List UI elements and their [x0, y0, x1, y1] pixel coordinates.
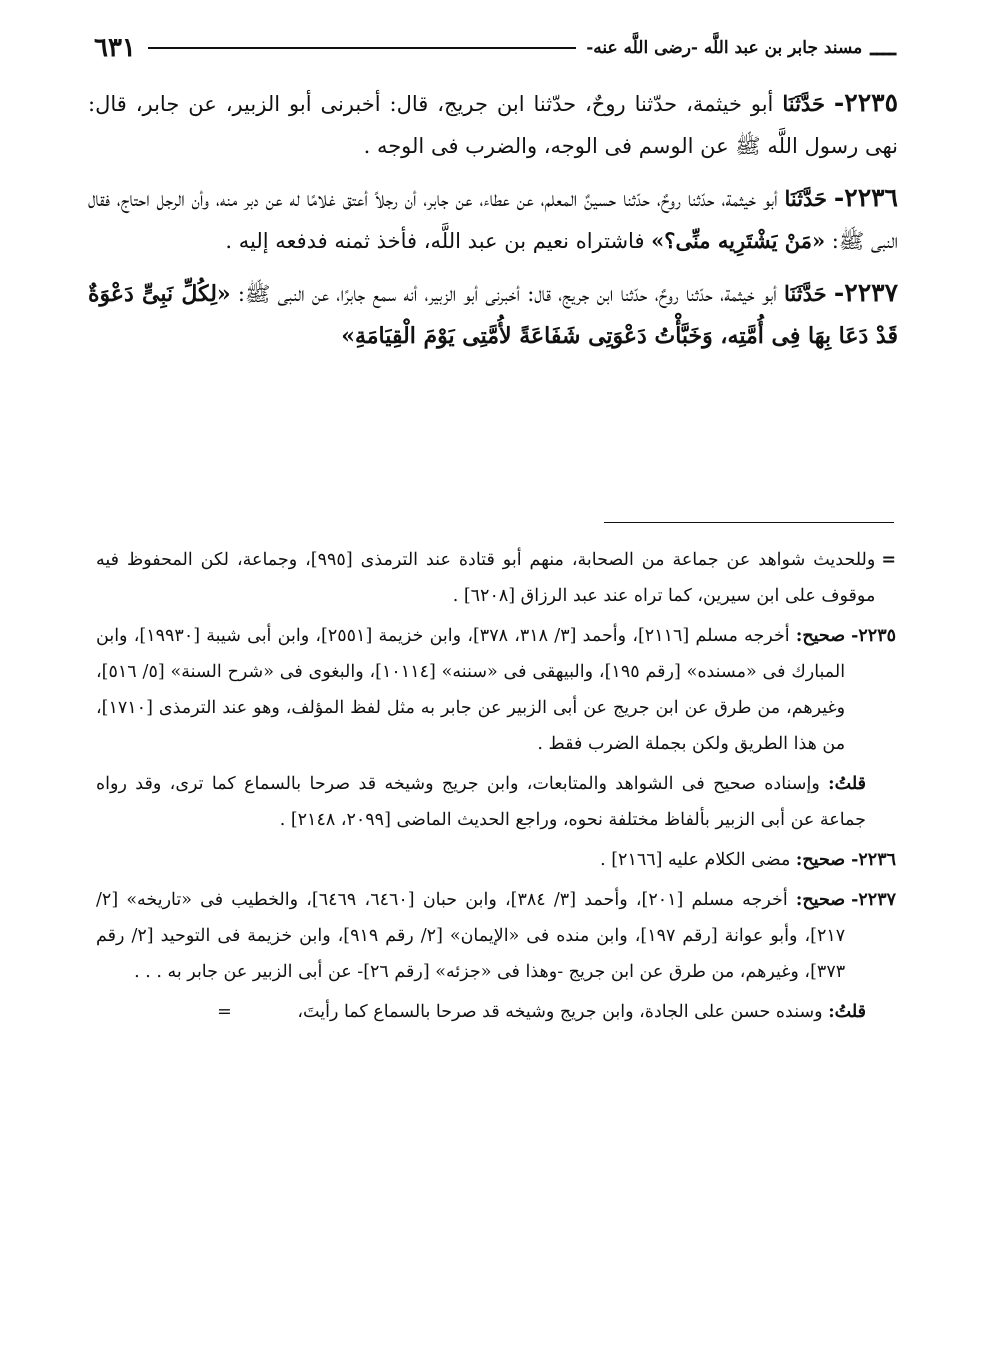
main-text	[88, 82, 898, 367]
footnote-2236	[96, 842, 896, 878]
hadith-2235	[88, 82, 898, 167]
note-text: وسنده حسن على الجادة، وابن جريج وشيخه قد صرحا بالسماع كما رأيتَ،	[297, 1002, 823, 1022]
page-header	[88, 28, 896, 68]
grade-label: صحيح:	[795, 626, 846, 646]
footnote-text: وللحديث شواهد عن جماعة من الصحابة، منهم أبو قتادة عند الترمذى [٩٩٥]، وجماعة، لكن المحفوظ فيه موقوف على ابن سيرين، كما تراه عند عبد الرزاق [٦٢٠٨] .	[96, 550, 876, 606]
header-dash: ــــ	[870, 35, 896, 61]
note-text: وإسناده صحيح فى الشواهد والمتابعات، وابن جريج وشيخه قد صرحا بالسماع كما ترى، وقد رواه جماعة عن أبى الزبير بألفاظ مختلفة نحوه، وراجع الحديث الماضى [٢٠٩٩، ٢١٤٨] .	[96, 774, 866, 830]
footnote-2237-note	[96, 994, 896, 1030]
note-label: قلتُ:	[828, 774, 866, 794]
hadith-text: أبو خيثمة، حدّثنا روحٌ، حدّثنا ابن جريج، قال: أخبرنى أبو الزبير، أنه سمع جابرًا، عن النبى ﷺ:	[230, 282, 777, 306]
hadith-text: أبو خيثمة، حدّثنا روحٌ، حدّثنا حسينٌ المعلم، عن عطاء، عن جابر، أن رجلاً أعتق غلامًا له عن دبر منه، وأن الرجل احتاج، فقال النبى ﷺ:	[88, 187, 898, 253]
hadith-opening: حَدَّثَنَا	[784, 186, 828, 211]
hadith-text: أبو خيثمة، حدّثنا روحٌ، حدّثنا ابن جريج، قال: أخبرنى أبو الزبير، عن جابر، قال: نهى رسول اللَّه ﷺ عن الوسم فى الوجه، والضرب فى الوجه .	[88, 92, 898, 158]
footnote-number: ٢٢٣٥-	[851, 626, 896, 646]
running-title: مسند جابر بن عبد اللَّه -رضى اللَّه عنه-	[586, 38, 863, 58]
footnotes	[96, 542, 896, 1034]
header-rule	[148, 47, 576, 49]
hadith-2236	[88, 177, 898, 262]
footnote-text: أخرجه مسلم [٢١١٦]، وأحمد [٣/ ٣١٨، ٣٧٨]، وابن خزيمة [٢٥٥١]، وابن أبى شيبة [١٩٩٣٠]، وابن المبارك فى «مسنده» [رقم ١٩٥]، والبيهقى فى «سننه» [١٠١١٤]، والبغوى فى «شرح السنة» [٥/ ٥١٦]، وغيرهم، من طرق عن ابن جريج عن أبى الزبير عن جابر به مثل لفظ المؤلف، وهو عند الترمذى [١٧١٠]، من هذا الطريق ولكن بجملة الضرب فقط .	[96, 626, 846, 754]
hadith-number: ٢٢٣٦-	[833, 183, 898, 212]
hadith-number: ٢٢٣٥-	[833, 88, 898, 117]
hadith-number: ٢٢٣٧-	[833, 278, 898, 307]
hadith-text-after: فاشتراه نعيم بن عبد اللَّه، فأخذ ثمنه فدفعه إليه .	[225, 229, 652, 253]
footnote-text: أخرجه مسلم [٢٠١]، وأحمد [٣/ ٣٨٤]، وابن حبان [٦٤٦٠، ٦٤٦٩]، والخطيب فى «تاريخه» [٢/ ٢١٧]، وأبو عوانة [رقم ١٩٧]، وابن منده فى «الإيمان» [٢/ رقم ٩١٩]، وابن خزيمة فى التوحيد [٢/ رقم ٣٧٣]، وغيرهم، من طرق عن ابن جريج -وهذا فى «جزئه» [رقم ٢٦]- عن أبى الزبير عن جابر به . . .	[96, 890, 846, 982]
grade-label: صحيح:	[795, 890, 846, 910]
footnote-2235-note	[96, 766, 896, 838]
footnote-number: ٢٢٣٧-	[851, 890, 896, 910]
footnote-text: مضى الكلام عليه [٢١٦٦] .	[600, 850, 791, 870]
hadith-opening: حَدَّثَنَا	[784, 281, 827, 306]
page-number: ٦٣١	[94, 33, 136, 63]
hadith-2237	[88, 272, 898, 357]
grade-label: صحيح:	[795, 850, 846, 870]
prophetic-quote: «لِكُلِّ نَبِىٍّ دَعْوَةٌ قَدْ دَعَا بِهَا فِى أُمَّتِه، وَخَبَّأْتُ دَعْوَتِى شَفَاعَةً لأُمَّتِى يَوْمَ الْقِيَامَةِ»	[88, 281, 898, 349]
note-label: قلتُ:	[828, 1002, 866, 1022]
footnote-2235	[96, 618, 896, 762]
continuation-mark: =	[881, 550, 896, 570]
footnote-continuation	[96, 542, 896, 614]
footnote-2237	[96, 882, 896, 990]
hadith-opening: حَدَّثَنَا	[782, 91, 825, 116]
footnote-separator	[604, 522, 894, 523]
continuation-mark: =	[217, 1002, 232, 1022]
prophetic-quote: «مَنْ يَشْتَرِيه منِّى؟»	[651, 228, 826, 253]
footnote-number: ٢٢٣٦-	[851, 850, 896, 870]
